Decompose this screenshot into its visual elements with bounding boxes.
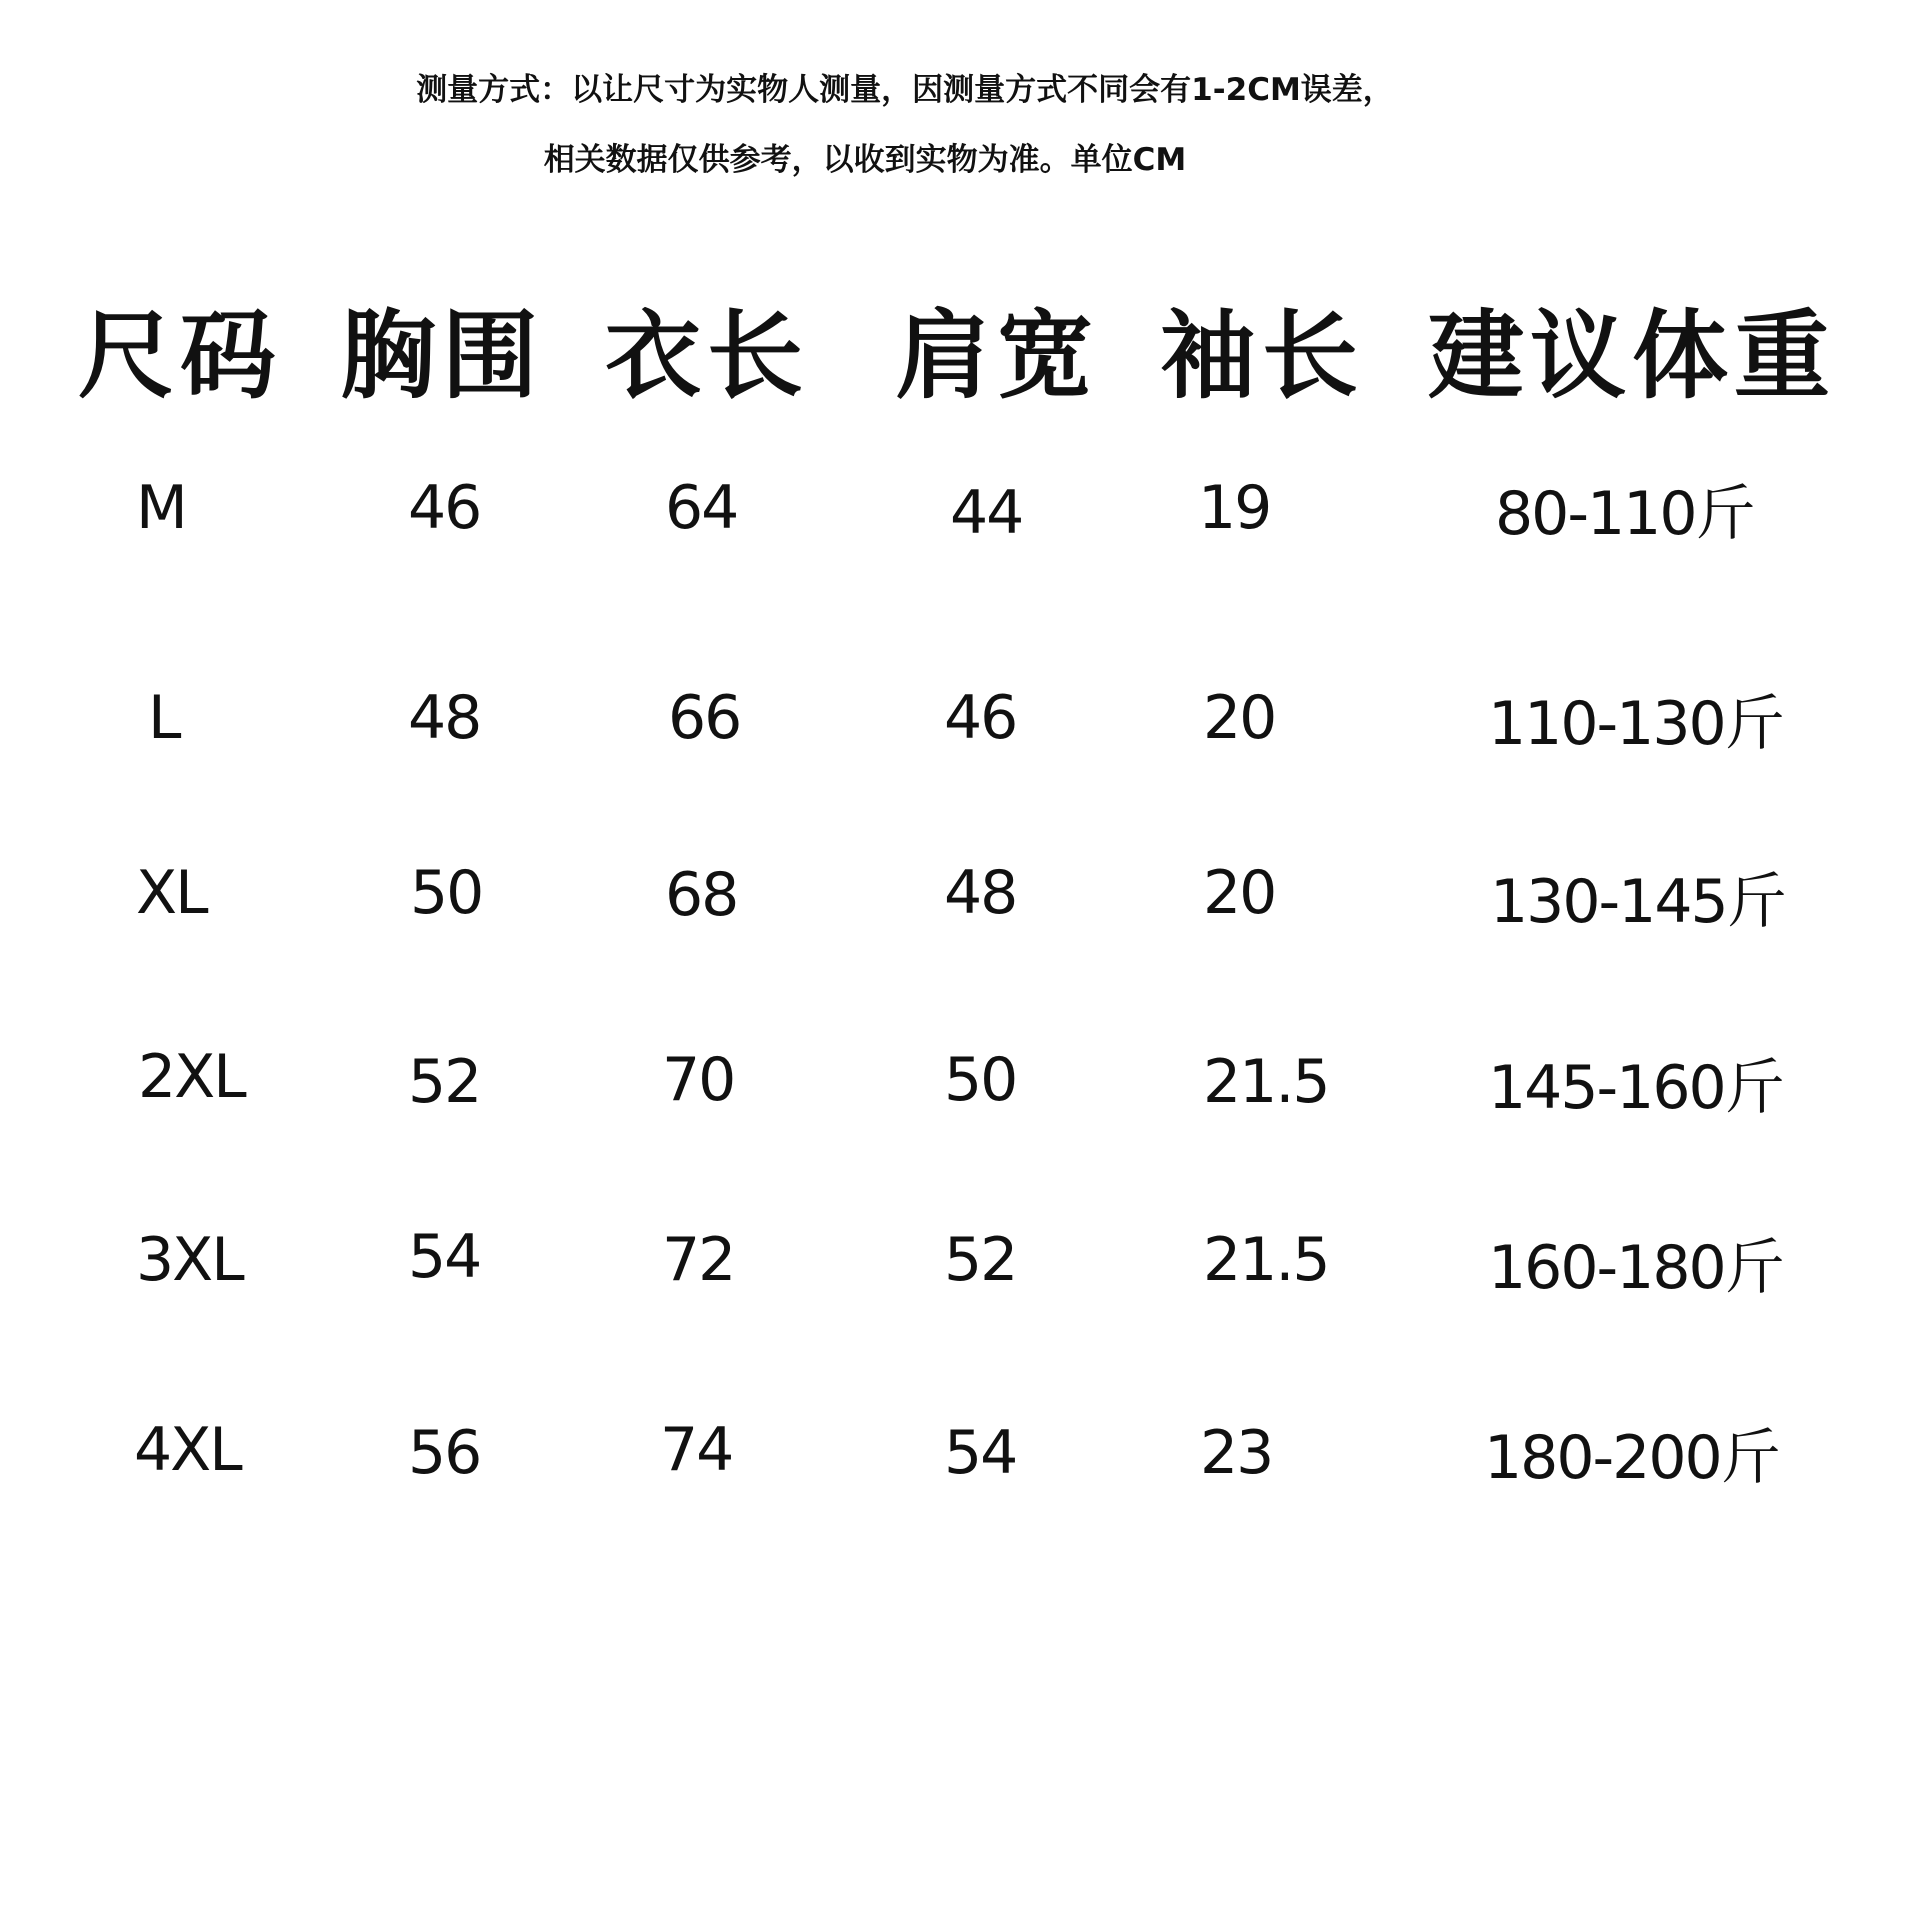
table-cell-sleeve: 23 <box>1200 1418 1273 1488</box>
table-cell-sleeve: 20 <box>1203 683 1276 753</box>
table-cell-size: L <box>148 683 180 753</box>
table-cell-sleeve: 19 <box>1198 473 1271 543</box>
table-cell-length: 66 <box>668 683 741 753</box>
table-cell-weight: 160-180斤 <box>1488 1233 1783 1303</box>
table-cell-sleeve: 20 <box>1203 858 1276 928</box>
header-chest: 胸围 <box>340 300 544 412</box>
table-cell-size: 3XL <box>136 1225 243 1295</box>
table-cell-sleeve: 21.5 <box>1203 1225 1329 1295</box>
measurement-note-line-2: 相关数据仅供参考，以收到实物为准。单位CM <box>543 142 1187 178</box>
table-cell-size: 4XL <box>134 1415 241 1485</box>
table-cell-size: M <box>136 473 186 543</box>
table-cell-length: 64 <box>665 473 738 543</box>
measurement-note-line-1: 测量方式：以让尺寸为实物人测量，因测量方式不同会有1-2CM误差， <box>416 72 1394 108</box>
table-cell-chest: 48 <box>408 683 481 753</box>
table-cell-weight: 110-130斤 <box>1488 689 1783 759</box>
table-cell-sleeve: 21.5 <box>1203 1047 1329 1117</box>
table-cell-size: 2XL <box>138 1042 245 1112</box>
table-cell-length: 68 <box>665 860 738 930</box>
table-cell-chest: 56 <box>408 1418 481 1488</box>
header-shoulder: 肩宽 <box>895 300 1099 412</box>
table-cell-chest: 46 <box>408 473 481 543</box>
table-cell-length: 74 <box>660 1415 733 1485</box>
table-cell-shoulder: 46 <box>944 683 1017 753</box>
table-cell-shoulder: 54 <box>944 1418 1017 1488</box>
table-cell-shoulder: 52 <box>944 1225 1017 1295</box>
table-cell-weight: 80-110斤 <box>1495 479 1754 549</box>
header-length: 衣长 <box>605 300 809 412</box>
table-cell-weight: 180-200斤 <box>1484 1423 1779 1493</box>
table-cell-length: 70 <box>662 1045 735 1115</box>
table-cell-shoulder: 44 <box>950 478 1023 548</box>
header-size: 尺码 <box>78 300 282 412</box>
table-cell-chest: 50 <box>410 858 483 928</box>
table-cell-chest: 54 <box>408 1222 481 1292</box>
table-cell-chest: 52 <box>408 1047 481 1117</box>
table-cell-shoulder: 50 <box>944 1045 1017 1115</box>
header-sleeve: 袖长 <box>1160 300 1364 412</box>
table-cell-weight: 145-160斤 <box>1488 1053 1783 1123</box>
table-cell-size: XL <box>136 858 207 928</box>
header-weight: 建议体重 <box>1428 300 1836 412</box>
table-cell-length: 72 <box>662 1225 735 1295</box>
table-cell-weight: 130-145斤 <box>1490 867 1785 937</box>
table-cell-shoulder: 48 <box>944 858 1017 928</box>
